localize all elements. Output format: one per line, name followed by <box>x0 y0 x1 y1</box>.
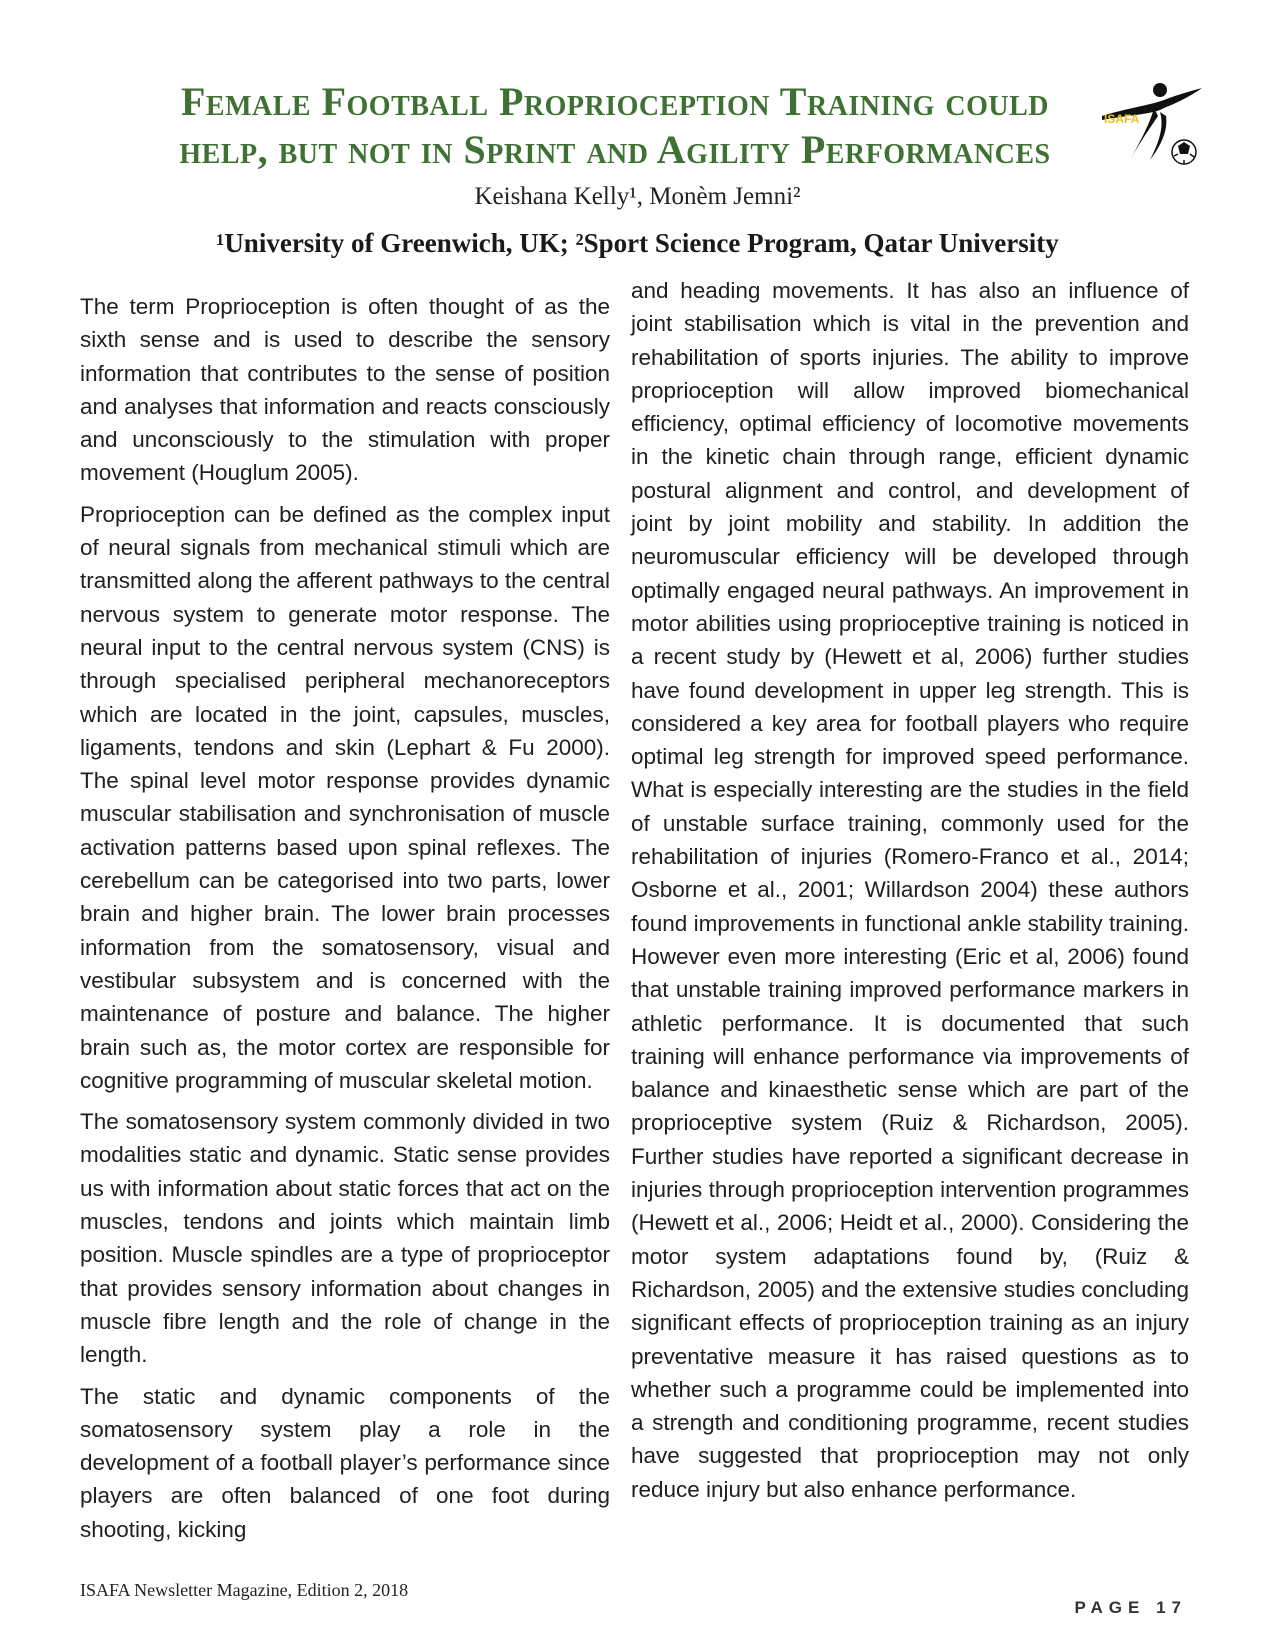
publication-footer: ISAFA Newsletter Magazine, Edition 2, 2018 <box>80 1580 409 1600</box>
authors: Keishana Kelly¹, Monèm Jemni² <box>474 183 801 210</box>
paragraph: Proprioception can be defined as the complex input of neural signals from mechanical stimuli which are transmitted along the afferent pathways to the central nervous system to generate motor response. The neural input to the central nervous system (CNS) is through specialised peripheral mechanoreceptors which are located in the joint, capsules, muscles, ligaments, tendons and skin (Lephart & Fu 2000). The spinal level motor response provides dynamic muscular stabilisation and synchronisation of muscle activation patterns based upon spinal reflexes. The cerebellum can be categorised into two parts, lower brain and higher brain. The lower brain processes information from the somatosensory, visual and vestibular subsystem and is concerned with the maintenance of posture and balance. The higher brain such as, the motor cortex are responsible for cognitive programming of muscular skeletal motion. <box>80 501 610 1093</box>
paragraph: The somatosensory system commonly divided in two modalities static and dynamic. Static sense provides us with information about static forces that act on the muscles, tendons and joints which maintain limb position. Muscle spindles are a type of proprioceptor that provides sensory information about changes in muscle fibre length and the role of change in the length. <box>80 1109 610 1368</box>
page-number: PAGE 17 <box>1074 1598 1187 1617</box>
title-line-2: help, but not in Sprint and Agility Performances <box>179 127 1051 172</box>
affiliations: ¹University of Greenwich, UK; ²Sport Science Program, Qatar University <box>216 228 1059 258</box>
paragraph: The term Proprioception is often thought of as the sixth sense and is used to describe the sensory information that contributes to the sense of position and analyses that information and reacts consciously and unconsciously to the stimulation with proper movement (Houglum 2005). <box>80 294 610 486</box>
isafa-logo <box>1092 78 1212 178</box>
paragraph: The static and dynamic components of the somatosensory system play a role in the development of a football player’s performance since players are often balanced of one foot during shooting, kicking <box>80 1383 610 1542</box>
right-column <box>631 274 1189 1514</box>
logo-text: ISAFA <box>1104 112 1140 126</box>
paragraph: and heading movements. It has also an influence of joint stabilisation which is vital in the prevention and rehabilitation of sports injuries. The ability to improve proprioception will allow improved biomechanical efficiency, optimal efficiency of locomotive movements in the kinetic chain through range, efficient dynamic postural alignment and control, and development of joint by joint mobility and stability. In addition the neuromuscular efficiency will be developed through optimally engaged neural pathways. An improvement in motor abilities using proprioceptive training is noticed in a recent study by (Hewett et al, 2006) further studies have found development in upper leg strength. This is considered a key area for football players who require optimal leg strength for improved speed performance. What is especially interesting are the studies in the field of unstable surface training, commonly used for the rehabilitation of injuries (Romero-Franco et al., 2014; Osborne et al., 2001; Willardson 2004) these authors found improvements in functional ankle stability training. However even more interesting (Eric et al, 2006) found that unstable training improved performance markers in athletic performance. It is documented that such training will enhance performance via improvements of balance and kinaesthetic sense which are part of the proprioceptive system (Ruiz & Richardson, 2005). Further studies have reported a significant decrease in injuries through proprioception intervention programmes (Hewett et al., 2006; Heidt et al., 2000). Considering the motor system adaptations found by, (Ruiz & Richardson, 2005) and the extensive studies concluding significant effects of proprioception training as an injury preventative measure it has raised questions as to whether such a programme could be implemented into a strength and conditioning programme, recent studies have suggested that proprioception may not only reduce injury but also enhance performance. <box>631 278 1189 1502</box>
left-column <box>80 290 610 1554</box>
article-title <box>140 78 1090 174</box>
title-line-1: Female Football Proprioception Training could <box>180 79 1050 124</box>
